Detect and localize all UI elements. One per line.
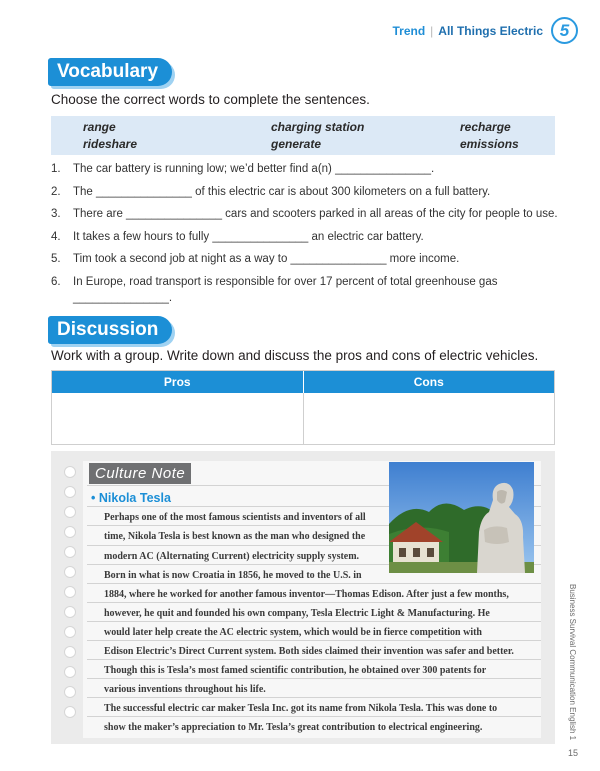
note-title-text: Nikola Tesla [98, 491, 171, 505]
question-number: 3. [51, 208, 61, 220]
note-text-line: modern AC (Alternating Current) electricity supply system. [104, 551, 360, 562]
page-header [393, 17, 579, 44]
section-label: Trend [392, 23, 426, 38]
word-bank-item: recharge [460, 120, 511, 134]
note-text-line: show the maker’s appreciation to Mr. Tesla’s great contribution to electrical engineering. [104, 722, 483, 733]
book-title-vertical [566, 584, 578, 744]
question-number: 1. [51, 163, 61, 175]
table-body-row [52, 393, 554, 444]
note-text-line: would later help create the AC electric system, which would be in fierce competition with [104, 627, 482, 638]
note-text-line: Edison Electric’s Direct Current system. Both sides claimed their invention was safer and better. [104, 646, 514, 657]
discussion-instruction: Work with a group. Write down and discuss the pros and cons of electric vehicles. [51, 348, 539, 363]
question-number: 4. [51, 231, 61, 243]
vocabulary-heading: Vocabulary [48, 58, 172, 86]
unit-number-badge: 5 [551, 17, 578, 44]
ruled-line [87, 583, 541, 584]
binder-hole [64, 486, 76, 498]
binder-hole [64, 506, 76, 518]
question-text: The _______________ of this electric car is about 300 kilometers on a full battery. [73, 186, 491, 198]
ruled-line [87, 697, 541, 698]
ruled-line [87, 602, 541, 603]
question-number: 5. [51, 253, 61, 265]
discussion-heading: Discussion [48, 316, 172, 344]
vocabulary-instruction: Choose the correct words to complete the sentences. [51, 92, 370, 107]
culture-note-panel [51, 451, 555, 744]
binder-hole [64, 686, 76, 698]
word-bank-item: generate [271, 137, 322, 151]
bullet-icon: • [91, 491, 96, 505]
note-title [91, 491, 171, 505]
binder-hole [64, 666, 76, 678]
unit-title: All Things Electric [438, 23, 543, 38]
binder-hole [64, 646, 76, 658]
word-bank-item: charging station [271, 120, 365, 134]
binder-hole [64, 526, 76, 538]
header-separator: | [430, 23, 434, 38]
word-bank [51, 116, 555, 155]
ruled-line [87, 659, 541, 660]
pros-cons-table [51, 370, 555, 445]
question-number: 2. [51, 186, 61, 198]
question-text: The car battery is running low; we’d better find a(n) _______________. [73, 163, 435, 175]
pros-cell[interactable] [52, 393, 303, 444]
note-text-line: Though this is Tesla’s most famed scientific contribution, he obtained over 300 patents for [104, 665, 487, 676]
ruled-line [87, 716, 541, 717]
question-text: In Europe, road transport is responsible for over 17 percent of total greenhouse gas [73, 276, 498, 288]
table-header-row [52, 371, 554, 393]
question-continuation: _______________. [73, 292, 173, 304]
word-bank-item: emissions [460, 137, 519, 151]
tesla-statue-photo [389, 462, 534, 573]
ruled-line [87, 640, 541, 641]
question-text: Tim took a second job at night as a way to _______________ more income. [73, 253, 460, 265]
note-text-line: The successful electric car maker Tesla Inc. got its name from Nikola Tesla. This was done to [104, 703, 498, 714]
culture-note-label: Culture Note [89, 463, 191, 484]
binder-hole [64, 546, 76, 558]
question-text: It takes a few hours to fully _______________ an electric car battery. [73, 231, 424, 243]
question-text: There are _______________ cars and scooters parked in all areas of the city for people to use. [73, 208, 558, 220]
book-title: Business Survival Communication English 1 [568, 584, 577, 741]
cons-cell[interactable] [303, 393, 555, 444]
note-text-line: various inventions throughout his life. [104, 684, 266, 695]
note-text-line: time, Nikola Tesla is best known as the man who designed the [104, 531, 366, 542]
ruled-line [87, 621, 541, 622]
note-text-line: 1884, where he worked for another famous inventor—Thomas Edison. After just a few months, [104, 589, 509, 600]
word-bank-item: range [83, 120, 116, 134]
question-number: 6. [51, 276, 61, 288]
note-text-line: however, he quit and founded his own company, Tesla Electric Light & Manufacturing. He [104, 608, 490, 619]
note-text-line: Perhaps one of the most famous scientists and inventors of all [104, 512, 366, 523]
word-bank-item: rideshare [83, 137, 138, 151]
binder-hole [64, 466, 76, 478]
binder-hole [64, 706, 76, 718]
note-text-line: Born in what is now Croatia in 1856, he moved to the U.S. in [104, 570, 362, 581]
ruled-line [87, 678, 541, 679]
binder-hole [64, 586, 76, 598]
pros-column-header: Pros [163, 375, 191, 389]
binder-hole [64, 606, 76, 618]
page-number: 15 [568, 748, 579, 758]
cons-column-header: Cons [303, 371, 555, 393]
binder-hole [64, 626, 76, 638]
binder-hole [64, 566, 76, 578]
